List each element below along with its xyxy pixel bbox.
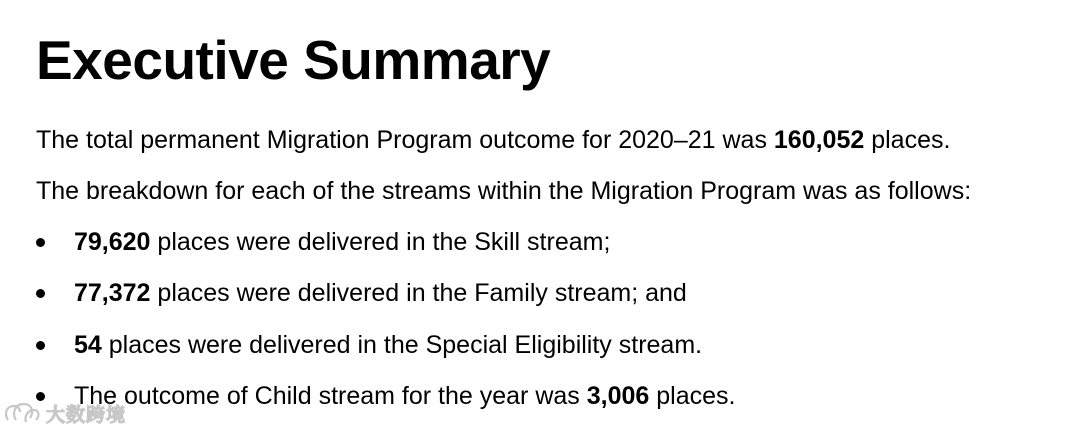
bullet-number: 77,372 bbox=[74, 279, 151, 308]
bullet-number: 54 bbox=[74, 330, 102, 359]
intro-total: 160,052 bbox=[773, 126, 865, 154]
bullet-text: The outcome of Child stream for the year was 3,006 places. bbox=[74, 381, 736, 410]
bullet-text: 79,620 places were delivered in the Skill stream; bbox=[74, 228, 611, 256]
breakdown-intro: The breakdown for each of the streams within the Migration Program was as follows: bbox=[36, 177, 972, 205]
intro-paragraph bbox=[36, 125, 950, 155]
bullet-icon bbox=[36, 238, 45, 247]
bullet-text: 54 places were delivered in the Special Eligibility stream. bbox=[74, 330, 703, 359]
watermark-text: 大数跨境 bbox=[46, 403, 127, 426]
page-title: Executive Summary bbox=[36, 29, 551, 91]
intro-prefix: The total permanent Migration Program outcome for 2020–21 was bbox=[36, 126, 774, 154]
watermark bbox=[2, 398, 126, 428]
bullet-icon bbox=[36, 289, 45, 298]
bullet-icon bbox=[36, 341, 45, 350]
bullet-number: 3,006 bbox=[586, 381, 650, 410]
bullet-number: 79,620 bbox=[74, 228, 151, 256]
watermark-logo-icon bbox=[2, 400, 42, 426]
bullet-text: 77,372 places were delivered in the Family stream; and bbox=[74, 279, 687, 308]
intro-suffix: places. bbox=[864, 126, 951, 154]
